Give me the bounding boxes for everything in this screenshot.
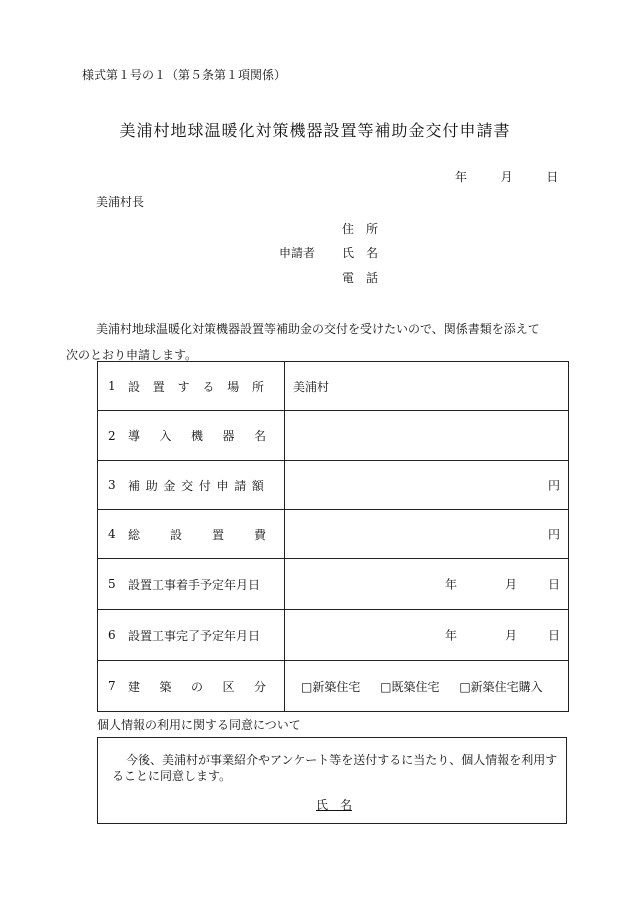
applicant-address-label: 住 所 <box>342 222 379 236</box>
label-char: 金 <box>163 478 176 493</box>
applicant-group-label: 申請者 <box>279 246 316 260</box>
row-label-text <box>128 678 266 695</box>
label-char: 建 <box>128 679 141 694</box>
checkbox-new-house-purchase[interactable]: □新築住宅購入 <box>459 679 543 694</box>
building-type-options <box>285 661 569 712</box>
consent-signature-label[interactable]: 氏 名 <box>316 798 353 812</box>
row-label-text: 設置工事着手予定年月日 <box>128 577 261 592</box>
year-label: 年 <box>445 628 458 643</box>
consent-text <box>112 752 558 784</box>
table-row <box>98 559 569 610</box>
label-char: 導 <box>128 429 141 443</box>
label-char: 入 <box>159 429 172 443</box>
month-label: 月 <box>505 577 518 592</box>
label-char: 場 <box>227 379 240 394</box>
addressee: 美浦村長 <box>96 195 145 209</box>
row-number: 2 <box>108 428 116 443</box>
label-char: 設 <box>128 379 141 394</box>
label-char: 補 <box>128 478 141 493</box>
statement-line-2: 次のとおり申請します。 <box>66 348 198 362</box>
document-title: 美浦村地球温暖化対策機器設置等補助金交付申請書 <box>119 121 511 140</box>
row-label-text <box>128 526 266 543</box>
label-char: 申 <box>216 478 229 493</box>
statement-line-1: 美浦村地球温暖化対策機器設置等補助金の交付を受けたいので、関係書類を添えて <box>96 322 540 336</box>
table-row <box>98 362 569 411</box>
start-date-field[interactable] <box>285 559 569 610</box>
application-date <box>455 168 558 185</box>
row-number: 5 <box>108 577 116 591</box>
row-label-text: 設置工事完了予定年月日 <box>128 628 261 643</box>
consent-statement: 今後、美浦村が事業紹介やアンケート等を送付するに当たり、個人情報を利用することに同意します。 <box>112 753 558 783</box>
label-char: 区 <box>222 679 235 694</box>
label-char: 額 <box>251 478 264 493</box>
row-label-location <box>98 362 285 411</box>
label-char: 設 <box>169 527 182 542</box>
completion-date-field[interactable] <box>285 610 569 661</box>
checkbox-existing-house[interactable]: □既築住宅 <box>380 679 440 694</box>
row-number: 4 <box>108 527 116 541</box>
location-field[interactable] <box>285 362 569 411</box>
month-label: 月 <box>505 628 518 643</box>
row-label-total-cost <box>98 510 285 559</box>
row-label-equipment <box>98 411 285 461</box>
equipment-name-field[interactable] <box>285 411 569 461</box>
yen-unit: 円 <box>547 478 560 493</box>
label-char: 助 <box>145 478 158 493</box>
year-label: 年 <box>445 577 458 592</box>
yen-unit: 円 <box>547 527 560 542</box>
label-char: 置 <box>152 379 165 394</box>
label-char: 名 <box>253 429 266 443</box>
total-cost-field[interactable] <box>285 510 569 559</box>
row-label-text <box>128 378 264 395</box>
label-char: の <box>190 679 203 694</box>
label-char: 機 <box>190 429 203 443</box>
row-label-text <box>128 427 266 444</box>
row-label-start-date <box>98 559 285 610</box>
label-char: す <box>177 379 190 394</box>
row-label-building-type <box>98 661 285 712</box>
consent-heading: 個人情報の利用に関する同意について <box>97 718 301 732</box>
label-char: 築 <box>159 679 172 694</box>
date-day-label: 日 <box>546 170 559 184</box>
row-number: 3 <box>108 478 116 492</box>
label-char: 費 <box>253 527 266 542</box>
row-number: 7 <box>108 679 116 693</box>
checkbox-new-house[interactable]: □新築住宅 <box>301 679 361 694</box>
table-row <box>98 411 569 461</box>
table-row <box>98 461 569 510</box>
row-number: 6 <box>108 628 116 642</box>
label-char: 分 <box>253 679 266 694</box>
row-label-subsidy-amount <box>98 461 285 510</box>
table-row <box>98 661 569 712</box>
label-char: 請 <box>234 478 247 493</box>
subsidy-amount-field[interactable] <box>285 461 569 510</box>
label-char: 置 <box>211 527 224 542</box>
label-char: る <box>202 379 215 394</box>
date-month-label: 月 <box>500 170 513 184</box>
label-char: 所 <box>251 379 264 394</box>
applicant-name-label: 氏 名 <box>342 246 379 260</box>
application-form-table <box>97 361 569 712</box>
row-label-end-date <box>98 610 285 661</box>
row-number: 1 <box>108 379 116 393</box>
day-label: 日 <box>547 577 560 592</box>
label-char: 付 <box>198 478 211 493</box>
consent-box <box>97 737 567 824</box>
row-label-text <box>128 477 264 494</box>
day-label: 日 <box>547 628 560 643</box>
table-row <box>98 610 569 661</box>
table-row <box>98 510 569 559</box>
label-char: 交 <box>181 478 194 493</box>
date-year-label: 年 <box>455 170 468 184</box>
applicant-phone-label: 電 話 <box>342 271 379 285</box>
form-number: 様式第１号の１（第５条第１項関係） <box>82 68 287 82</box>
location-value: 美浦村 <box>293 379 330 394</box>
label-char: 総 <box>128 527 141 542</box>
label-char: 器 <box>222 429 235 443</box>
